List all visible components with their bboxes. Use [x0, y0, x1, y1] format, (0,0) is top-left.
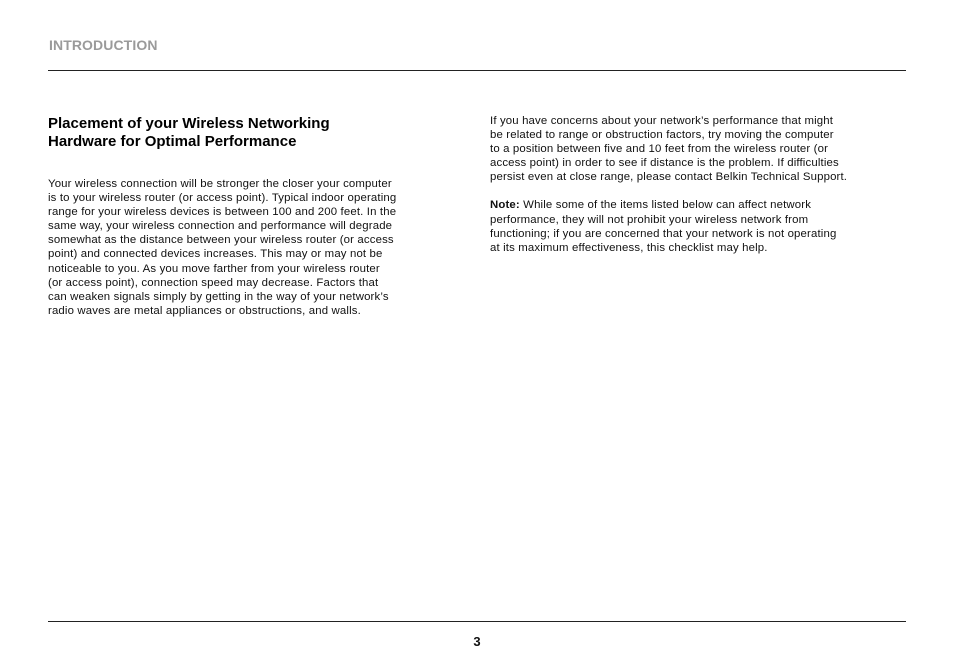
- section-heading: [48, 115, 448, 151]
- text-line: be related to range or obstruction factors, try moving the computer: [490, 129, 834, 142]
- text-line: radio waves are metal appliances or obstructions, and walls.: [48, 304, 361, 317]
- text-line: at its maximum effectiveness, this checklist may help.: [490, 241, 768, 254]
- text-line: point) and connected devices increases. This may or may not be: [48, 248, 383, 261]
- heading-line: Hardware for Optimal Performance: [48, 133, 297, 150]
- text-line: (or access point), connection speed may decrease. Factors that: [48, 276, 379, 289]
- text-line: functioning; if you are concerned that your network is not operating: [490, 227, 837, 240]
- note-label: Note:: [490, 199, 520, 212]
- text-line: [490, 198, 910, 212]
- text-line: performance, they will not prohibit your wireless network from: [490, 213, 809, 226]
- section-label: INTRODUCTION: [49, 37, 158, 53]
- text-line: can weaken signals simply by getting in the way of your network’s: [48, 290, 389, 303]
- note-text: While some of the items listed below can affect network: [519, 199, 812, 212]
- right-column: [490, 114, 910, 269]
- heading-line: Placement of your Wireless Networking: [48, 115, 330, 132]
- text-line: range for your wireless devices is between 100 and 200 feet. In the: [48, 206, 397, 219]
- text-line: somewhat as the distance between your wireless router (or access: [48, 234, 394, 247]
- text-line: If you have concerns about your network’s performance that might: [490, 115, 834, 127]
- header-divider: [48, 70, 906, 71]
- text-line: same way, your wireless connection and performance will degrade: [48, 220, 393, 233]
- text-line: access point) in order to see if distance is the problem. If difficulties: [490, 157, 839, 170]
- note-paragraph: [490, 198, 910, 254]
- placement-paragraph: [48, 177, 453, 318]
- concerns-paragraph: [490, 114, 910, 184]
- footer-divider: [48, 621, 906, 622]
- text-line: to a position between five and 10 feet from the wireless router (or: [490, 143, 829, 156]
- text-line: noticeable to you. As you move farther from your wireless router: [48, 262, 380, 275]
- text-line: Your wireless connection will be stronger the closer your computer: [48, 178, 392, 190]
- page-number: 3: [473, 634, 481, 649]
- text-line: is to your wireless router (or access point). Typical indoor operating: [48, 192, 397, 205]
- text-line: persist even at close range, please contact Belkin Technical Support.: [490, 171, 848, 184]
